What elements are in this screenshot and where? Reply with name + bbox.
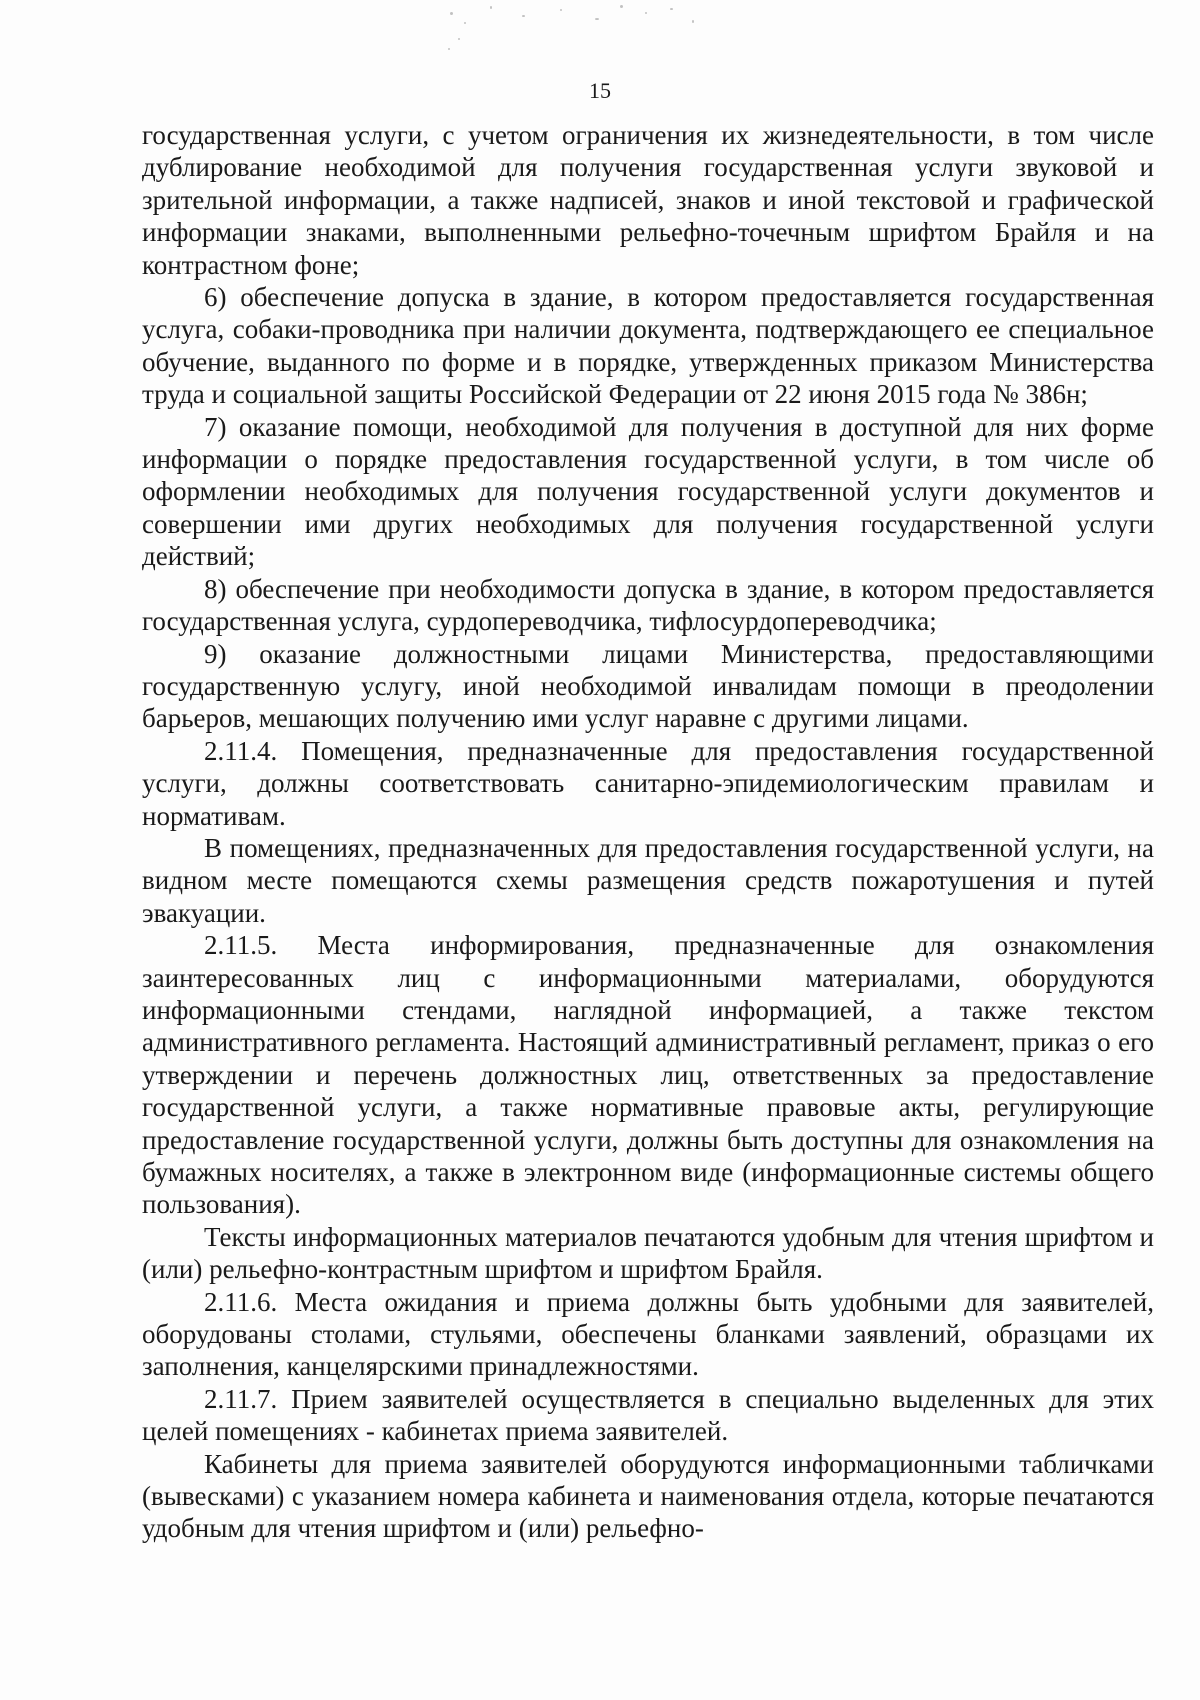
- paragraph-item-7: 7) оказание помощи, необходимой для получения в доступной для них форме информации о порядке предоставления государственной услуги, в том числе об оформлении необходимых для получения государственной услуги документов и совершении ими других необходимых для получения государственной услуги действий;: [142, 411, 1154, 572]
- paragraph-2-11-6: 2.11.6. Места ожидания и приема должны быть удобными для заявителей, оборудованы столами, стульями, обеспечены бланками заявлений, образцами их заполнения, канцелярскими принадлежностями.: [142, 1286, 1154, 1382]
- paragraph-item-8: 8) обеспечение при необходимости допуска в здание, в котором предоставляется государственная услуга, сурдопереводчика, тифлосурдопереводчика;: [142, 573, 1154, 637]
- paragraph-item-6: 6) обеспечение допуска в здание, в котором предоставляется государственная услуга, собаки-проводника при наличии документа, подтверждающего ее специальное обучение, выданного по форме и в порядке, утвержденных приказом Министерства труда и социальной защиты Российской Федерации от 22 июня 2015 года № 386н;: [142, 282, 1154, 410]
- paragraph-evacuation-schemes: В помещениях, предназначенных для предоставления государственной услуги, на видном месте помещаются схемы размещения средств пожаротушения и путей эвакуации.: [142, 832, 1154, 928]
- page-number: 15: [589, 78, 611, 103]
- paragraph-cabinet-signs: Кабинеты для приема заявителей оборудуются информационными табличками (вывесками) с указанием номера кабинета и наименования отдела, которые печатаются удобным для чтения шрифтом и (или) рельефно-: [142, 1448, 1154, 1544]
- paragraph-braille-texts: Тексты информационных материалов печатаются удобным для чтения шрифтом и (или) рельефно-контрастным шрифтом и шрифтом Брайля.: [142, 1221, 1154, 1285]
- paragraph-item-9: 9) оказание должностными лицами Министерства, предоставляющими государственную услугу, иной необходимой инвалидам помощи в преодолении барьеров, мешающих получению ими услуг наравне с другими лицами.: [142, 638, 1154, 734]
- paragraph-2-11-4: 2.11.4. Помещения, предназначенные для предоставления государственной услуги, должны соответствовать санитарно-эпидемиологическим правилам и нормативам.: [142, 735, 1154, 831]
- scan-artifact: [430, 0, 730, 60]
- paragraph-continuation: государственная услуги, с учетом ограничения их жизнедеятельности, в том числе дублирование необходимой для получения государственная услуги звуковой и зрительной информации, а также надписей, знаков и иной текстовой и графической информации знаками, выполненными рельефно-точечным шрифтом Брайля и на контрастном фоне;: [142, 120, 1154, 280]
- paragraph-2-11-5: 2.11.5. Места информирования, предназначенные для ознакомления заинтересованных лиц с информационными материалами, оборудуются информационными стендами, наглядной информацией, а также текстом административного регламента. Настоящий административный регламент, приказ о его утверждении и перечень должностных лиц, ответственных за предоставление государственной услуги, а также нормативные правовые акты, регулирующие предоставление государственной услуги, должны быть доступны для ознакомления на бумажных носителях, а также в электронном виде (информационные системы общего пользования).: [142, 930, 1154, 1220]
- document-body: [142, 119, 1154, 1545]
- paragraph-2-11-7: 2.11.7. Прием заявителей осуществляется в специально выделенных для этих целей помещениях - кабинетах приема заявителей.: [142, 1383, 1154, 1447]
